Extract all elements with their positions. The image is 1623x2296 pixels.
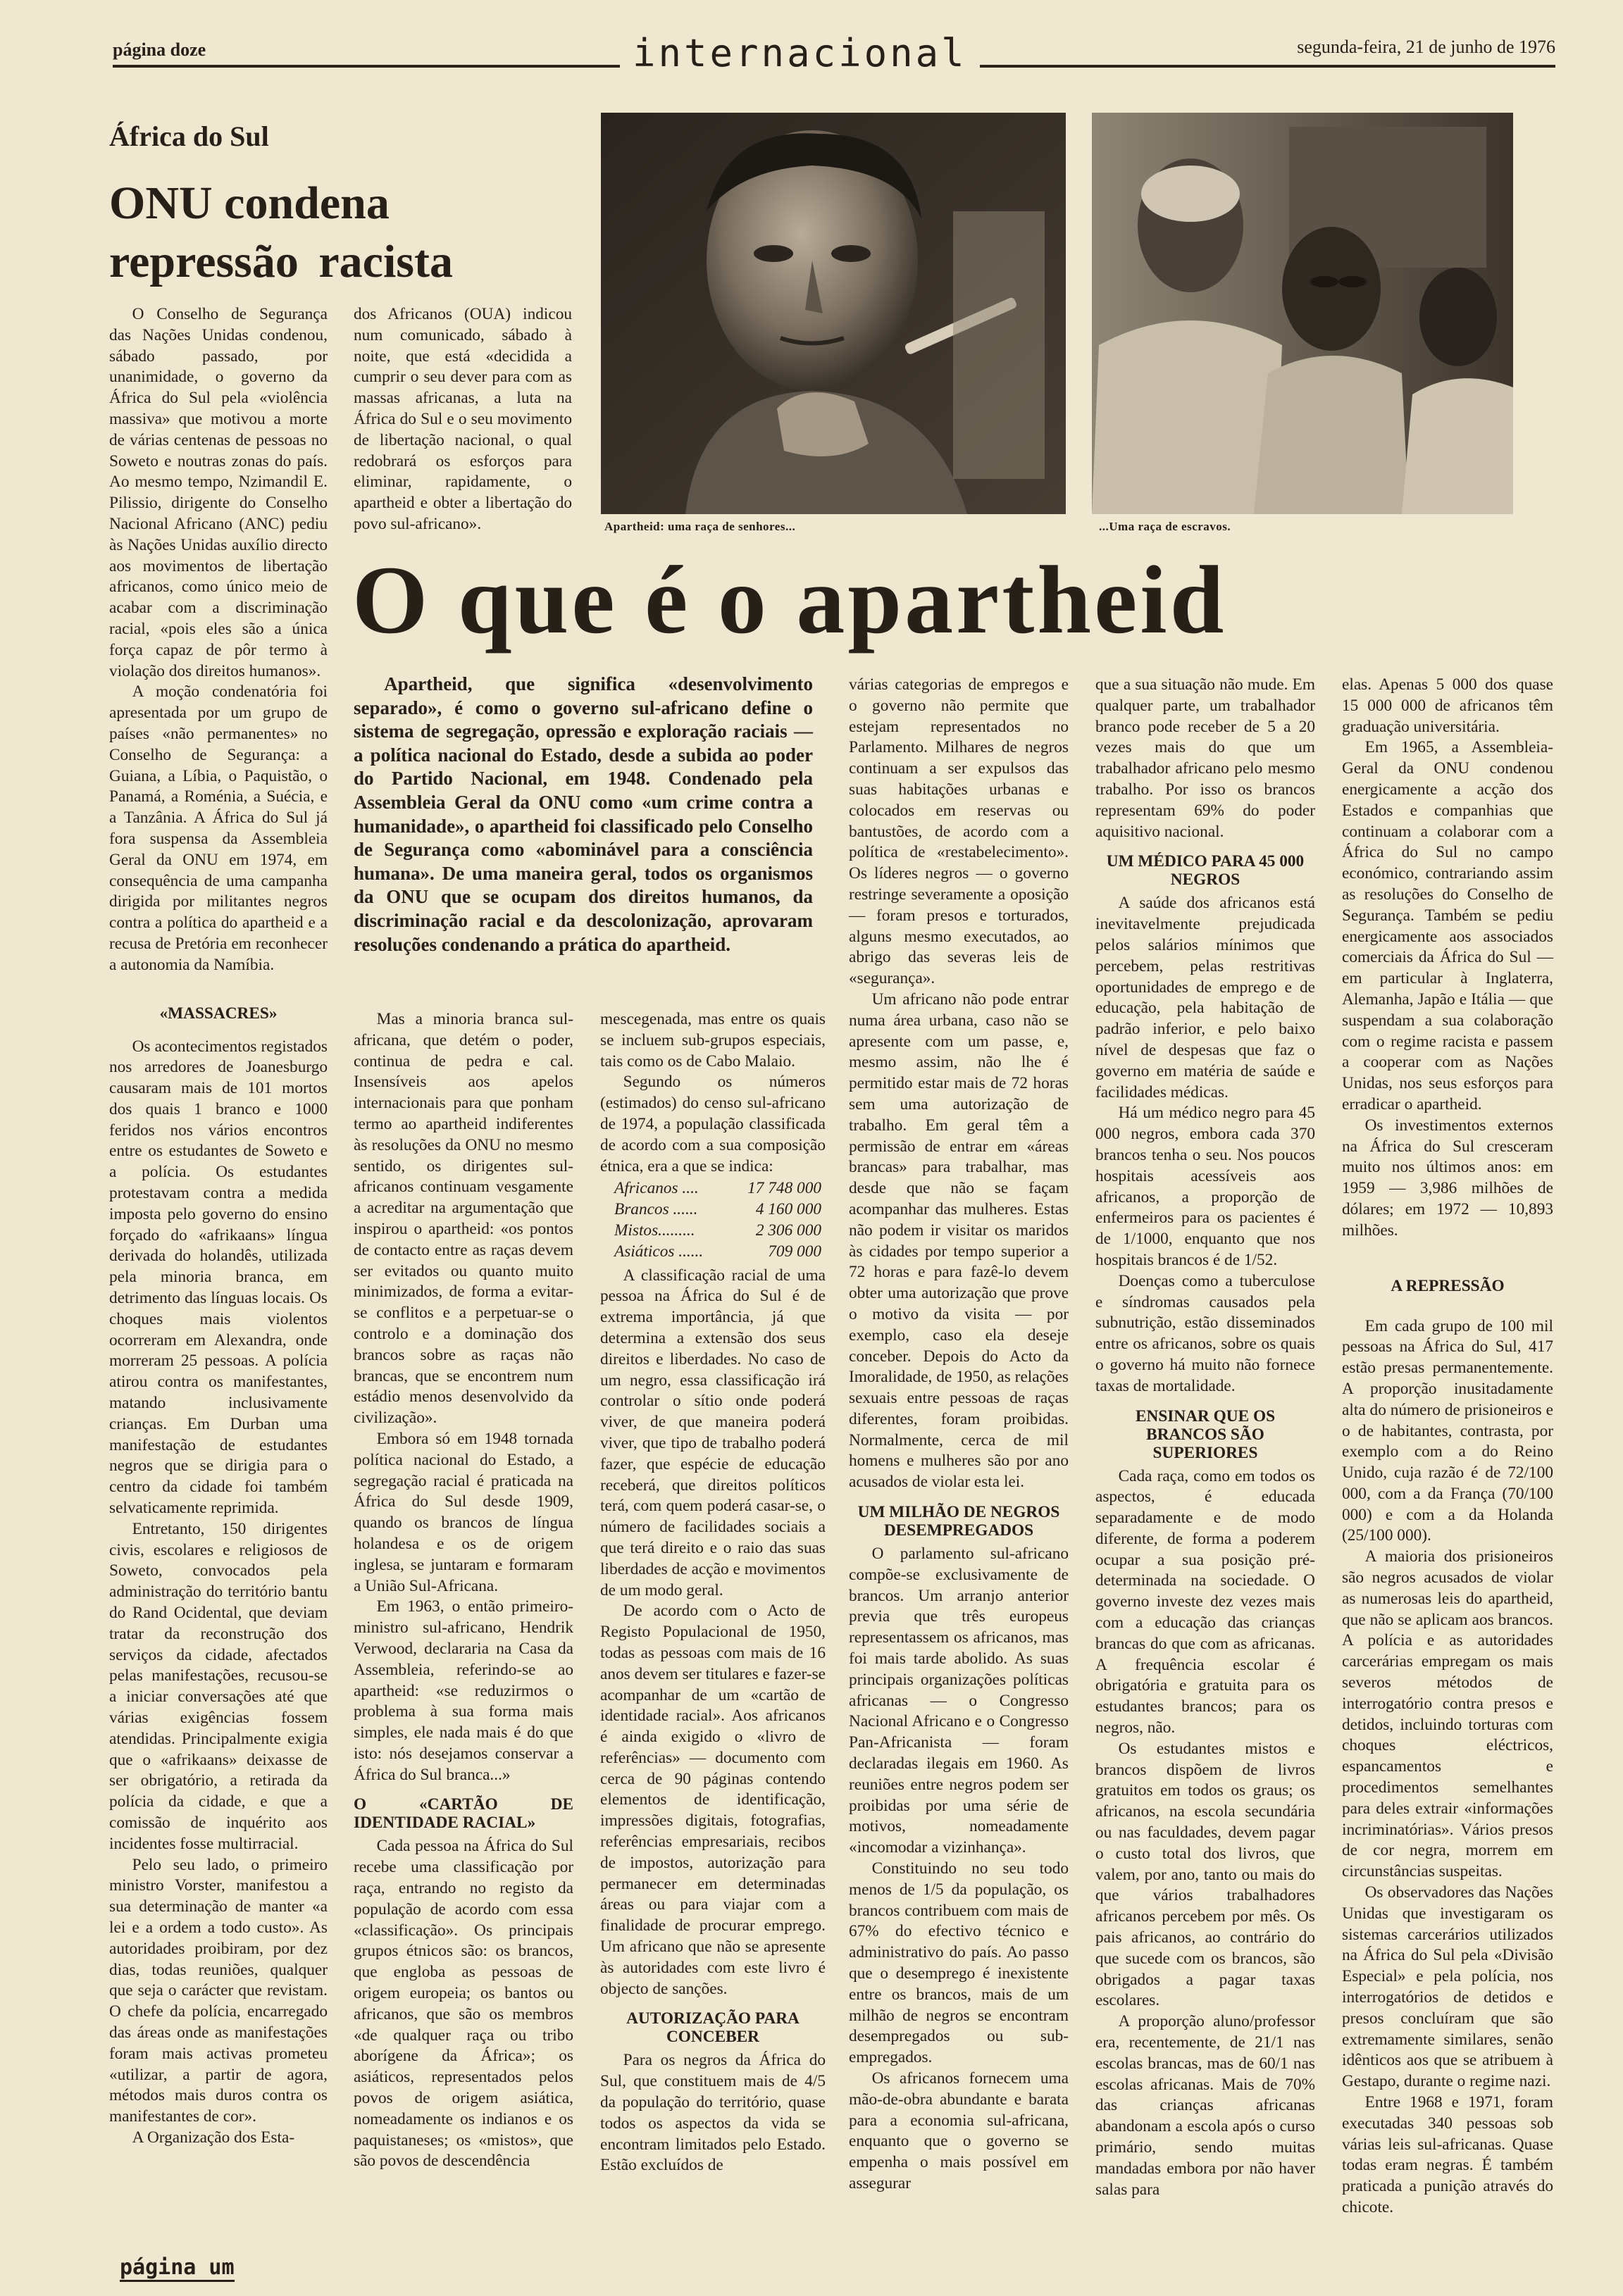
article1-headline-line2: repressão racista [109, 236, 453, 287]
article2-paragraph: Um africano não pode entrar numa área urbana, caso não se apresente com um passe, e, mesmo assim, não lhe é permitido estar mais de 72 horas sem uma autorização de trabalho. Em geral têm a permissão de entrar em «áreas brancas» para trabalhar, mas desde que não se façam acompanhar das mulheres. Estas não podem ir visitar os maridos às cidades por tempo superior a 72 horas e para fazê-lo devem obter uma autorização que prove o motivo da visita — por exemplo, caso ela deseje conceber. Depois do Acto da Imoralidade, de 1950, as relações sexuais entre pessoas de raças diferentes, foram proibidas. Normalmente, cerca de mil homens e mulheres são por ano acusados de violar esta lei. [849, 990, 1069, 1492]
issue-date: segunda-feira, 21 de junho de 1976 [1297, 37, 1555, 57]
article1-column-1 [109, 304, 328, 2149]
population-row: Asiáticos ...... 709 000 [614, 1242, 821, 1261]
population-table [600, 1178, 826, 1262]
header-rule-left [113, 65, 634, 68]
article1-paragraph: A Organização dos Esta- [132, 2128, 295, 2147]
article2-title: O que é o apartheid [352, 546, 1227, 654]
article2-paragraph: que a sua situação não mude. Em qualquer parte, um trabalhador branco pode receber de 5 a 20 vezes mais do que um trabalhador africano pelo mesmo trabalho. Por isso os brancos representam 69% do poder aquisitivo nacional. [1095, 675, 1315, 841]
article1-paragraph: O Conselho de Segurança das Nações Unidas condenou, sábado passado, por unanimidade, o governo da África do Sul pela «violência massiva» que motivou a morte de várias centenas de pessoas no Soweto e noutras zonas do país. Ao mesmo tempo, Nzimandil E. Pilissio, dirigente do Conselho Nacional Africano (ANC) pediu às Nações Unidas auxílio directo aos movimentos de libertação africanos, como único meio de acabar com a discriminação racial, «pois eles são a única força capaz de pôr termo à violação dos direitos humanos». [109, 305, 328, 680]
article2-paragraph: Doenças como a tuberculose e síndromas causados pela subnutrição, estão disseminados entre os africanos, sobre os quais o governo há muito não fornece taxas de mortalidade. [1095, 1271, 1315, 1395]
article2-paragraph: elas. Apenas 5 000 dos quase 15 000 000 de africanos têm graduação universitária. [1342, 675, 1553, 736]
subhead-cartao: O «CARTÃO DE IDENTIDADE RACIAL» [354, 1795, 573, 1833]
article2-paragraph: Há um médico negro para 45 000 negros, embora cada 370 brancos tenha o seu. Nos poucos hospitais acessíveis aos africanos, a proporção de enfermeiros para os pacientes é de 1/1000, enquanto que nos hospitais brancos é de 1/52. [1095, 1104, 1315, 1269]
subhead-repressao: A REPRESSÃO [1391, 1276, 1505, 1295]
article2-column-e [1342, 675, 1553, 2219]
article2-column-b [600, 1009, 826, 2176]
article2-paragraph: Para os negros da África do Sul, que constituem mais de 4/5 da população do território, quase todos os aspectos da vida se encontram limitados pelo Estado. Estão excluídos de [600, 2051, 826, 2175]
article2-paragraph: Mas a minoria branca sul-africana, que detém o poder, continua de pedra e cal. Insensíveis aos apelos internacionais para que ponham termo ao apartheid indiferentes às resoluções da ONU no mesmo sentido, os dirigentes sul-africanos continuam vesgamente a acreditar na argumentação que inspirou o apartheid: «os pontos de contacto entre as raças devem ser evitados ou quanto muito minimizados, de forma a evitar-se conflitos e a perpetuar-se o controlo e a dominação dos brancos sobre as raças não brancas, que se encontrem num estádio menos desenvolvido da civilização». [354, 1010, 573, 1428]
population-row: Brancos ...... 4 160 000 [614, 1200, 821, 1219]
article1-paragraph: A moção condenatória foi apresentada por um grupo de países «não permanentes» no Conselho de Segurança: a Guiana, a Líbia, o Paquistão, o Panamá, a Roménia, a Suécia, e a Tanzânia. A África do Sul já fora suspensa da Assembleia Geral da ONU em 1974, em consequência de uma campanha dirigida por militantes negros contra a política do apartheid e a recusa de Pretória em reconhecer a autonomia da Namíbia. [109, 682, 328, 974]
article2-paragraph: Os africanos fornecem uma mão-de-obra abundante e barata para a economia sul-africana, enquanto que o governo se empenha o mais possível em assegurar [849, 2069, 1069, 2192]
article2-lead [354, 673, 813, 956]
population-row: Africanos .... 17 748 000 [614, 1179, 821, 1198]
article2-paragraph: Em 1965, a Assembleia-Geral da ONU condenou energicamente a acção dos Estados e companhias que continuam a colaborar com a África do Sul no campo económico, contrariando assim as resoluções do Conselho de Segurança. Também se pediu energicamente aos associados comerciais da África do Sul — em particular à Inglaterra, Alemanha, Japão e Itália — que suspendam a sua colaboração com o regime racista e passem a cooperar com as Nações Unidas, nos seus esforços para erradicar o apartheid. [1342, 738, 1553, 1113]
article2-paragraph: Em 1963, o então primeiro-ministro sul-africano, Hendrik Verwood, declararia na Casa da Assembleia, referindo-se ao apartheid: «se reduzirmos o problema à sua forma mais simples, ele nada mais é do que isto: nós desejamos conservar a África do Sul branca...» [354, 1597, 573, 1784]
article2-paragraph: Constituindo no seu todo menos de 1/5 da população, os brancos contribuem com mais de 67% do efectivo técnico e administrativo do país. Ao passo que o desemprego é inexistente entre os brancos, mais de um milhão de negros se encontram desempregados ou sub-empregados. [849, 1859, 1069, 2067]
subhead-medico: UM MÉDICO PARA 45 000 NEGROS [1106, 852, 1305, 890]
footer-page-link: página um [120, 2255, 235, 2282]
article1-paragraph: Pelo seu lado, o primeiro ministro Vorster, manifestou a sua determinação de manter «a lei e a ordem a todo custo». As autoridades proibiram, por dez dias, todas reuniões, qualquer que seja o carácter que revistam. O chefe da polícia, encarregado das áreas onde as manifestações foram mais activas prometeu «utilizar, a partir de agora, métodos mais duros contra os manifestantes de cor». [109, 1855, 328, 2126]
photo-black-men-group [1092, 113, 1513, 514]
article2-paragraph: De acordo com o Acto de Registo Populacional de 1950, todas as pessoas com mais de 16 anos devem ser titulares e fazer-se acompanhar de um «cartão de identidade racial». Aos africanos é ainda exigido o «livro de referências» — documento com cerca de 90 páginas contendo elementos de identificação, impressões digitais, fotografias, referências empresariais, recibos de impostos, autorização para permanecer em determinadas áreas ou para viajar com a finalidade de procurar emprego. Um africano que não se apresente às autoridades com este livro é objecto de sanções. [600, 1602, 826, 1998]
header-rule-right [978, 65, 1555, 68]
subhead-massacres: «MASSACRES» [159, 1004, 278, 1023]
article2-paragraph: O parlamento sul-africano compõe-se exclusivamente de brancos. Um arranjo anterior previa que três europeus representassem os africanos, mas foi mais tarde abolido. As suas principais organizações políticas africanas — o Congresso Nacional Africano e o Congresso Pan-Africanista — foram declaradas ilegais em 1960. As reuniões entre negros podem ser proibidas por uma série de motivos, nomeadamente «incomodar a vizinhança». [849, 1545, 1069, 1857]
article1-headline-line1: ONU condena [109, 177, 390, 229]
article2-paragraph: A saúde dos africanos está inevitavelmente prejudicada pelos salários mínimos que percebem, pelas restritivas oportunidades de emprego e de educação, pela habitação de padrão inferior, e pelo baixo nível de despesas que faz o governo em matéria de saúde e facilidades médicas. [1095, 894, 1315, 1102]
article2-paragraph: Cada raça, como em todos os aspectos, é educada separadamente e de modo diferente, de forma a poderem ocupar a sua posição pré-determinada na sociedade. O governo investe dez vezes mais com a educação das crianças brancas do que com as africanas. A frequência escolar é obrigatória e gratuita para os estudantes brancos; para os negros, não. [1095, 1466, 1315, 1737]
photo1-caption: Apartheid: uma raça de senhores... [604, 520, 796, 533]
photo-group-illustration [1092, 113, 1513, 514]
article2-paragraph: Cada pessoa na África do Sul recebe uma classificação por raça, entrando no registo da população de acordo com essa «classificação». Os principais grupos étnicos são: os brancos, que engloba as pessoas de origem europeia; os bantos ou africanos, que são os membros «de qualquer raça ou tribo aborígene da África»; os asiáticos, representados pelos povos de origem asiática, nomeadamente os indianos e os paquistaneses; os «mistos», que são povos de descendência [354, 1837, 573, 2171]
section-title: internacional [620, 31, 980, 75]
photo-portrait-illustration [601, 113, 1066, 514]
photo2-caption: ...Uma raça de escravos. [1099, 520, 1231, 533]
article2-paragraph: Em cada grupo de 100 mil pessoas na África do Sul, 417 estão presas permanentemente. A proporção inusitadamente alta do número de prisioneiros e o de habitantes, contrasta, por exemplo com a do Reino Unido, cuja razão é de 72/100 000, com a da França (70/100 000) e com a da Holanda (25/100 000). [1342, 1316, 1553, 1545]
article2-paragraph: Entre 1968 e 1971, foram executadas 340 pessoas sob várias leis sul-africanas. Quase todas eram negras. É também praticada a punição através do chicote. [1342, 2093, 1553, 2216]
article2-column-d [1095, 675, 1315, 2200]
article1-paragraph: Os acontecimentos registados nos arredores de Joanesburgo causaram mais de 101 mortos dos quais 1 branco e 1000 feridos nos vários encontros entre os estudantes de Soweto e a polícia. Os estudantes protestavam contra a medida imposta pelo governo do ensino forçado do «afrikaans» língua derivada do holandês, utilizada pela minoria branca, em detrimento das línguas locais. Os choques mais violentos ocorreram em Alexandra, onde morreram 25 pessoas. A polícia atirou contra os manifestantes, matando inclusivamente crianças. Em Durban uma manifestação de estudantes negros que se dirigia para o centro da cidade foi também selvaticamente reprimida. [109, 1037, 328, 1518]
article1-column-2 [354, 304, 572, 535]
article2-lead-text: Apartheid, que significa «desenvolvimento separado», é como o governo sul-africano define o sistema de segregação, opressão e exploração raciais — a política nacional do Estado, desde a subida ao poder do Partido Nacional, em 1948. Condenado pela Assembleia Geral da ONU como «um crime contra a humanidade», o apartheid foi classificado pelo Conselho de Segurança como «abominável para a consciência humana». De uma maneira geral, todos os organismos da ONU que se ocupam dos direitos humanos, da discriminação racial e da descolonização, aprovaram resoluções condenando a prática do apartheid. [354, 673, 813, 955]
article1-kicker: África do Sul [109, 120, 269, 152]
article2-column-c [849, 675, 1069, 2195]
article2-paragraph: várias categorias de empregos e o governo não permite que estejam representados no Parlamento. Milhares de negros continuam a ser expulsos das suas habitações urbanas e colocados em reservas ou bantustões, de acordo com a política de «restabelecimento». Os líderes negros — o governo restringe severamente a oposição — foram presos e torturados, alguns mesmo executados, ao abrigo das severas leis de «segurança». [849, 675, 1069, 988]
article2-paragraph: A proporção aluno/professor era, recentemente, de 21/1 nas escolas brancas, mas de 60/1 nas escolas africanas. Mais de 70% das crianças africanas abandonam a escola após o curso primário, sendo muitas mandadas embora por não haver salas para [1095, 2012, 1315, 2199]
photo-white-man-cigar [601, 113, 1066, 514]
subhead-autorizacao: AUTORIZAÇÃO PARA CONCEBER [626, 2009, 800, 2047]
article1-paragraph: Entretanto, 150 dirigentes civis, escolares e religiosos de Soweto, convocados pela administração do território bantu do Rand Ocidental, que deviam tratar da reconstrução dos serviços da cidade, afectados pelas manifestações, recusou-se a iniciar conversações até que várias exigências fossem atendidas. Principalmente exigia que o «afrikaans» deixasse de ser obrigatório, a retirada da polícia da cidade, e que a comissão de inquérito aos incidentes fosse multirracial. [109, 1519, 328, 1853]
article2-paragraph: Os estudantes mistos e brancos dispõem de livros gratuitos em todos os graus; os africanos, na escola secundária ou nas faculdades, devem pagar o custo total dos livros, que valem, por ano, tanto ou mais do que vários trabalhadores africanos percebem por mês. Os pais africanos, ao contrário do que sucede com os brancos, são obrigados a pagar taxas escolares. [1095, 1739, 1315, 2010]
article2-paragraph: A classificação racial de uma pessoa na África do Sul é de extrema importância, já que determina a extensão dos seus direitos e liberdades. No caso de um negro, essa classificação irá controlar o sítio onde poderá viver, de que maneira poderá viver, que tipo de trabalho poderá fazer, que espécie de educação receberá, que direitos políticos terá, com quem poderá casar-se, o número de facilidades sociais a que terá direito e o raio das suas liberdades de acção e movimentos de um modo geral. [600, 1266, 826, 1599]
article2-paragraph: Segundo os números (estimados) do censo sul-africano de 1974, a população classificada de acordo com a sua composição étnica, era a que se indica: [600, 1073, 826, 1175]
article2-paragraph: Os investimentos externos na África do Sul cresceram muito nos últimos anos: em 1959 — 3,986 milhões de dólares; em 1972 — 10,893 milhões. [1342, 1116, 1553, 1240]
subhead-milhao: UM MILHÃO DE NEGROS DESEMPREGADOS [857, 1503, 1060, 1540]
population-row: Mistos......... 2 306 000 [614, 1221, 821, 1240]
page-number-label: página doze [113, 39, 206, 60]
article2-column-a [354, 1009, 573, 2172]
article2-paragraph: Os observadores das Nações Unidas que investigaram os sistemas carcerários utilizados na África do Sul pela «Divisão Especial» e pela polícia, nos interrogatórios de detidos e presos concluíram que são extremamente similares, senão idênticos aos que se atribuem à Gestapo, durante o regime nazi. [1342, 1883, 1553, 2091]
article2-paragraph: A maioria dos prisioneiros são negros acusados de violar as numerosas leis do apartheid, que não se aplicam aos brancos. A polícia e as autoridades carcerárias empregam os mais severos métodos de interrogatório contra presos e detidos, incluindo torturas com choques eléctricos, espancamentos e procedimentos semelhantes para deles extrair «informações incriminatórias». Vários presos de cor negra, morrem em circunstâncias suspeitas. [1342, 1547, 1553, 1881]
subhead-ensinar: ENSINAR QUE OS BRANCOS SÃO SUPERIORES [1135, 1406, 1276, 1462]
article1-paragraph: dos Africanos (OUA) indicou num comunicado, sábado à noite, que está «decidida a cumprir o seu dever para com as massas africanas, a luta na África do Sul e o seu movimento de libertação nacional, o qual redobrará os esforços para eliminar, rapidamente, o apartheid e obter a libertação do povo sul-africano». [354, 305, 572, 533]
page-header [113, 32, 1555, 110]
article2-paragraph: Embora só em 1948 tornada política nacional do Estado, a segregação racial é praticada na África do Sul desde 1909, quando os brancos de língua holandesa e os de origem inglesa, se juntaram e formaram a União Sul-Africana. [354, 1429, 573, 1595]
article2-paragraph: mescegenada, mas entre os quais se incluem sub-grupos especiais, tais como os de Cabo Malaio. [600, 1010, 826, 1071]
